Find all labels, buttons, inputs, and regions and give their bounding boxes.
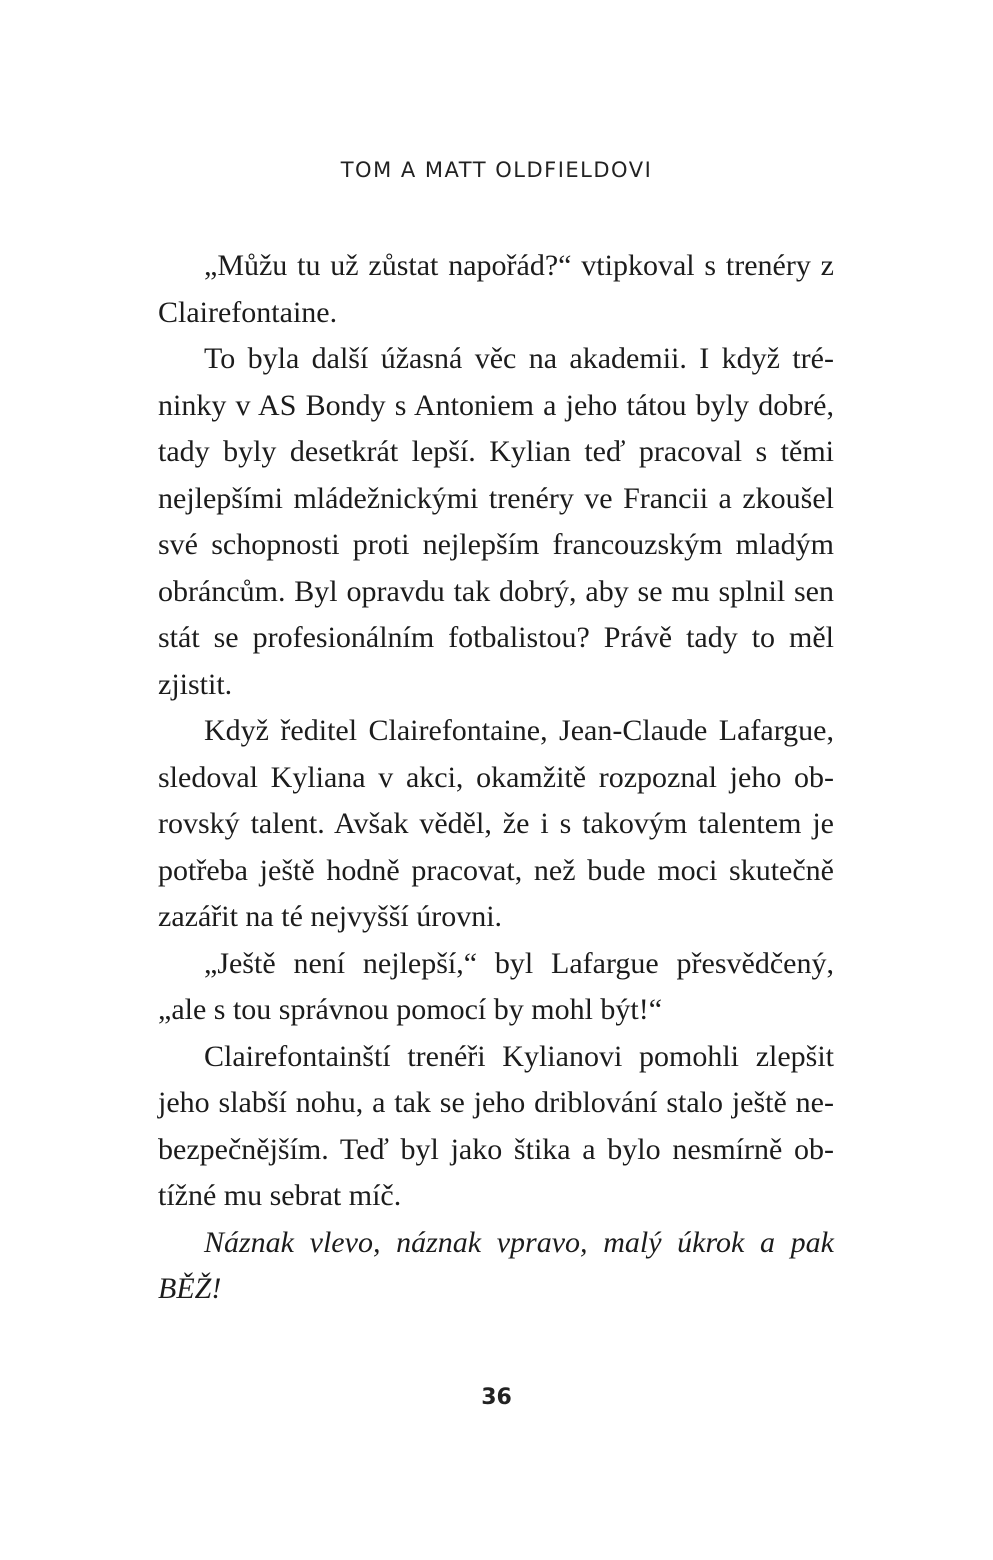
body-text: [158, 243, 834, 1313]
paragraph-2: To byla další úžasná věc na akademii. I když tréninky v AS Bondy s Antoniem a jeho tátou byly dobré, tady byly desetkrát lepší. Kylian teď pracoval s těmi nejlepšími mládežnickými trenéry ve Francii a zkoušel své schopnosti proti nejlepším francouzským mladým obráncům. Byl opravdu tak dobrý, aby se mu splnil sen stát se profesionálním fotbalistou? Právě tady to měl zjistit.: [158, 342, 834, 701]
paragraph-3: Když ředitel Clairefontaine, Jean-Claude Lafargue, sledoval Kyliana v akci, okamžitě rozpoznal jeho obrovský talent. Avšak věděl, že i s takovým talentem je potřeba ještě hodně pracovat, než bude moci skutečně zazářit na té nejvyšší úrovni.: [158, 714, 834, 933]
running-header: TOM A MATT OLDFIELDOVI: [340, 158, 653, 182]
page-number: 36: [481, 1385, 512, 1410]
paragraph-1: „Můžu tu už zůstat napořád?“ vtipkoval s trenéry z Clairefontaine.: [158, 249, 834, 329]
paragraph-4: „Ještě není nejlepší,“ byl Lafargue přesvědčený, „ale s tou správnou pomocí by mohl být!“: [158, 946, 834, 1026]
paragraph-5: Clairefontainští trenéři Kylianovi pomohli zlepšit jeho slabší nohu, a tak se jeho driblování stalo ještě nebezpečnějším. Teď byl jako štika a bylo nesmírně obtížné mu sebrat míč.: [158, 1039, 834, 1212]
paragraph-6-italic: Náznak vlevo, náznak vpravo, malý úkrok a pak BĚŽ!: [158, 1225, 834, 1305]
